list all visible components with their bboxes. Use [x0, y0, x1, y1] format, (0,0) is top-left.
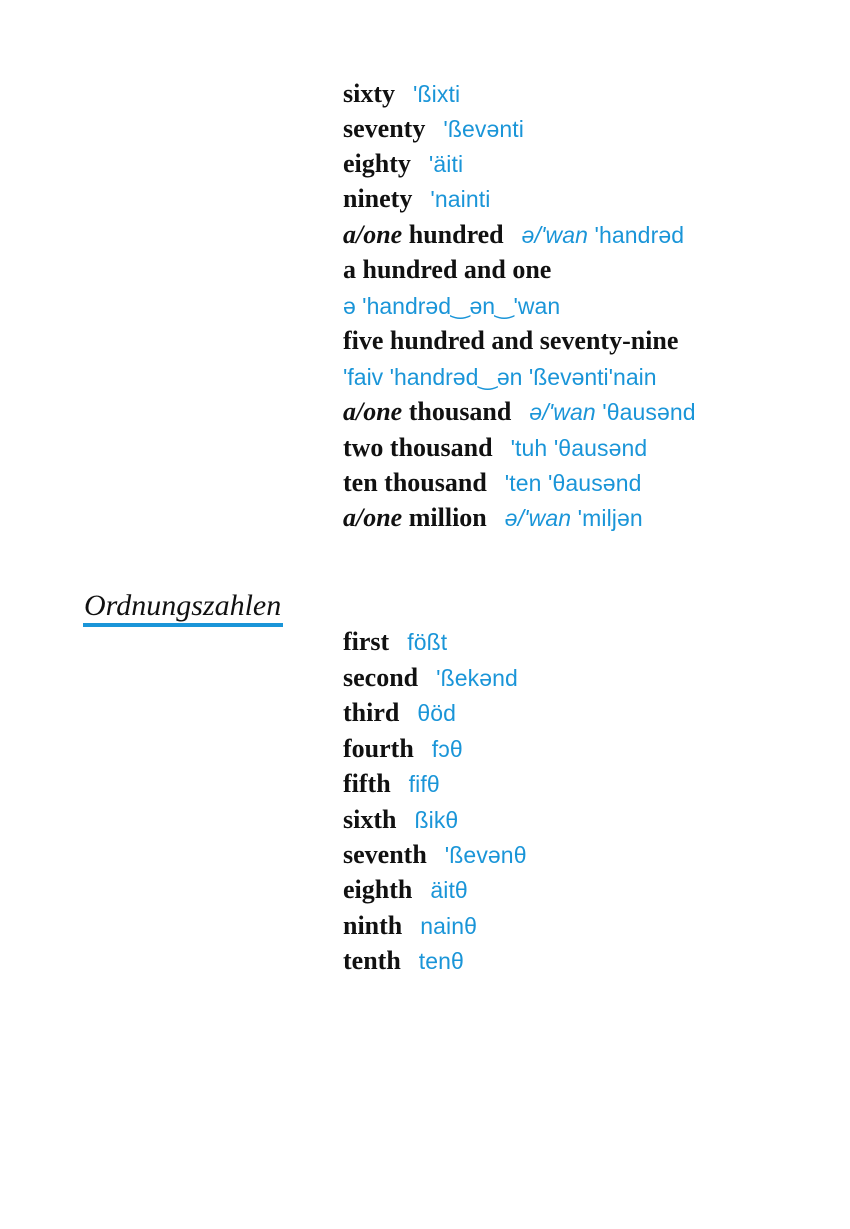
cardinal-word: five hundred and seventy-nine	[343, 326, 679, 355]
phonetic: 'nainti	[430, 186, 491, 212]
ordinal-word: fifth fifθ	[343, 769, 440, 798]
phonetic: ə/'wan 'miljən	[504, 505, 643, 531]
ordinal-word: tenth tenθ	[343, 946, 464, 975]
phonetic: 'ßevənti	[443, 116, 524, 142]
ordinal-word: fourth fɔθ	[343, 734, 463, 763]
section-title: Ordnungszahlen	[84, 589, 282, 622]
cardinal-word: a/one thousand ə/'wan 'θausənd	[343, 397, 696, 426]
ordinal-word: seventh 'ßevənθ	[343, 840, 527, 869]
phonetic: 'faiv 'handrəd‿ən 'ßevənti'nain	[343, 364, 657, 390]
phonetic: 'ßixti	[413, 81, 461, 107]
cardinal-word: ninety 'nainti	[343, 184, 491, 213]
phonetic: 'ten 'θausənd	[504, 470, 642, 496]
phonetic: äitθ	[430, 877, 468, 903]
phonetic: fɔθ	[431, 736, 463, 762]
cardinal-word: two thousand 'tuh 'θausənd	[343, 433, 648, 462]
cardinal-word: a/one hundred ə/'wan 'handrəd	[343, 220, 685, 249]
phonetic: nainθ	[420, 913, 478, 939]
cardinal-word: a/one million ə/'wan 'miljən	[343, 503, 643, 532]
cardinal-word: a hundred and one	[343, 255, 552, 284]
phonetic: tenθ	[418, 948, 464, 974]
phonetic: ə/'wan 'handrəd	[521, 222, 685, 248]
phonetic: ßikθ	[414, 807, 459, 833]
phonetic: 'ßevənθ	[444, 842, 527, 868]
phonetic: 'äiti	[428, 151, 464, 177]
phonetic: ə/'wan 'θausənd	[529, 399, 696, 425]
phonetic: ə 'handrəd‿ən‿'wan	[343, 293, 561, 319]
section-underline	[83, 623, 283, 627]
cardinal-word: sixty 'ßixti	[343, 79, 461, 108]
phonetic: fifθ	[408, 771, 440, 797]
ordinal-word: ninth nainθ	[343, 911, 478, 940]
ordinal-word: first fößt	[343, 627, 448, 656]
phonetic: 'ßekənd	[436, 665, 518, 691]
ordinal-word: eighth äitθ	[343, 875, 468, 904]
cardinal-word: seventy 'ßevənti	[343, 114, 524, 143]
ordinal-word: second 'ßekənd	[343, 663, 518, 692]
ordinal-word: sixth ßikθ	[343, 805, 459, 834]
phonetic: 'tuh 'θausənd	[510, 435, 648, 461]
cardinal-word: eighty 'äiti	[343, 149, 464, 178]
phonetic: fößt	[407, 629, 448, 655]
cardinal-word: ten thousand 'ten 'θausənd	[343, 468, 642, 497]
ordinal-word: third θöd	[343, 698, 457, 727]
phonetic: θöd	[417, 700, 457, 726]
